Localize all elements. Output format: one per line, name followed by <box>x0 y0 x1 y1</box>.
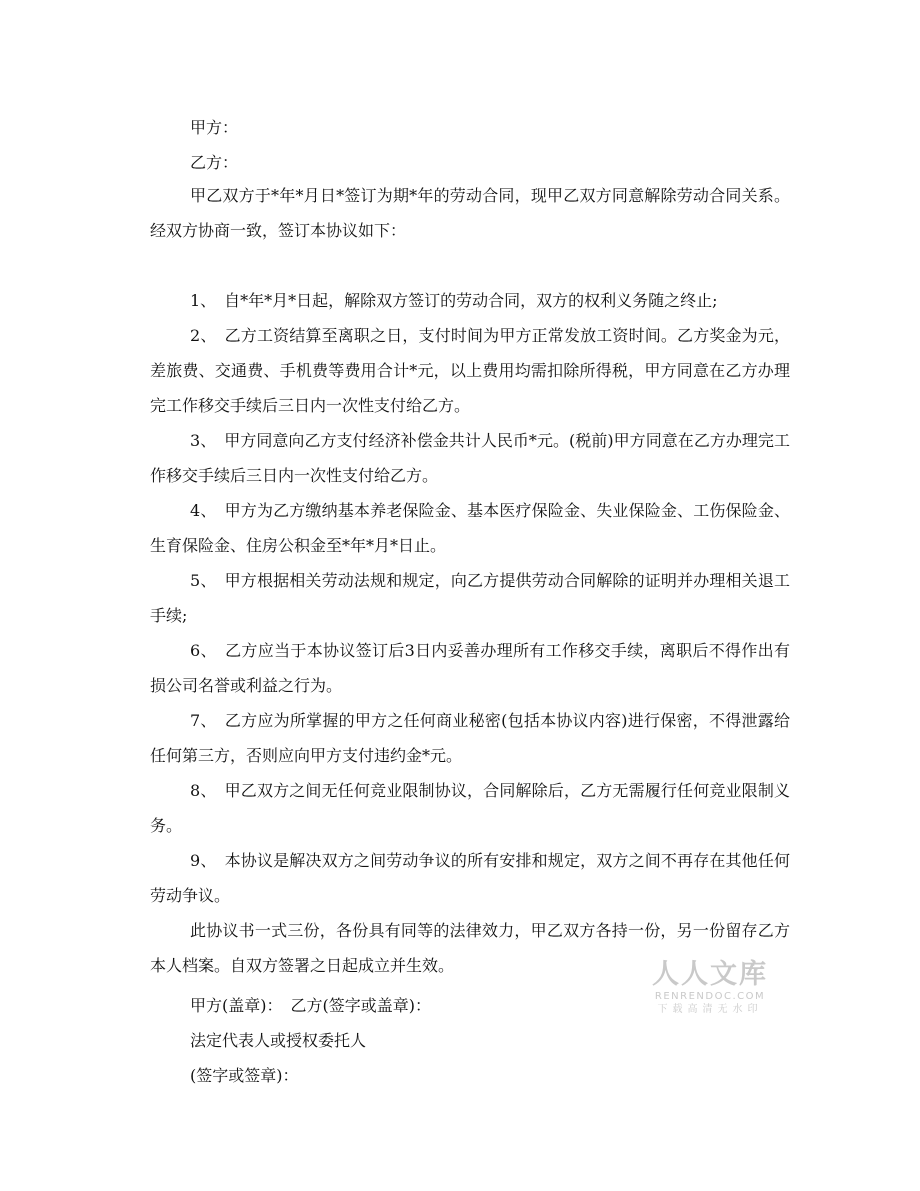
clause-4: 4、 甲方为乙方缴纳基本养老保险金、基本医疗保险金、失业保险金、工伤保险金、生育保险金、住房公积金至*年*月*日止。 <box>150 501 790 555</box>
closing-paragraph: 此协议书一式三份，各份具有同等的法律效力，甲乙双方各持一份，另一份留存乙方本人档案。自双方签署之日起成立并生效。 <box>150 921 790 975</box>
clause-8: 8、 甲乙双方之间无任何竞业限制协议，合同解除后，乙方无需履行任何竞业限制义务。 <box>150 781 790 835</box>
watermark-subtitle: 下载高清无水印 <box>657 1004 763 1015</box>
party-a-label: 甲方： <box>190 118 239 137</box>
watermark-title: 人人文库 <box>652 959 768 990</box>
clause-7: 7、 乙方应为所掌握的甲方之任何商业秘密(包括本协议内容)进行保密，不得泄露给任何第三方，否则应向甲方支付违约金*元。 <box>150 711 790 765</box>
signature-line: 甲方(盖章)： 乙方(签字或盖章)： <box>190 996 431 1015</box>
clause-3: 3、 甲方同意向乙方支付经济补偿金共计人民币*元。(税前)甲方同意在乙方办理完工作移交手续后三日内一次性支付给乙方。 <box>150 431 790 485</box>
watermark-domain: RENRENDOC.COM <box>654 991 766 1002</box>
party-b-label: 乙方： <box>190 153 239 172</box>
clause-1: 1、 自*年*月*日起，解除双方签订的劳动合同，双方的权利义务随之终止; <box>190 291 718 310</box>
clause-5: 5、 甲方根据相关劳动法规和规定，向乙方提供劳动合同解除的证明并办理相关退工手续; <box>150 571 790 625</box>
intro-paragraph: 甲乙双方于*年*月日*签订为期*年的劳动合同，现甲乙双方同意解除劳动合同关系。经双方协商一致，签订本协议如下： <box>150 186 790 240</box>
clause-2: 2、 乙方工资结算至离职之日，支付时间为甲方正常发放工资时间。乙方奖金为元，差旅费、交通费、手机费等费用合计*元，以上费用均需扣除所得税，甲方同意在乙方办理完工作移交手续后三日内一次性支付给乙方。 <box>150 326 790 415</box>
clause-6: 6、 乙方应当于本协议签订后3日内妥善办理所有工作移交手续，离职后不得作出有损公司名誉或利益之行为。 <box>150 641 790 695</box>
representative-line: 法定代表人或授权委托人 <box>190 1031 367 1050</box>
clause-9: 9、 本协议是解决双方之间劳动争议的所有安排和规定，双方之间不再存在其他任何劳动争议。 <box>150 851 790 905</box>
watermark-logo <box>648 960 772 1016</box>
sign-note-line: (签字或签章)： <box>190 1066 299 1085</box>
